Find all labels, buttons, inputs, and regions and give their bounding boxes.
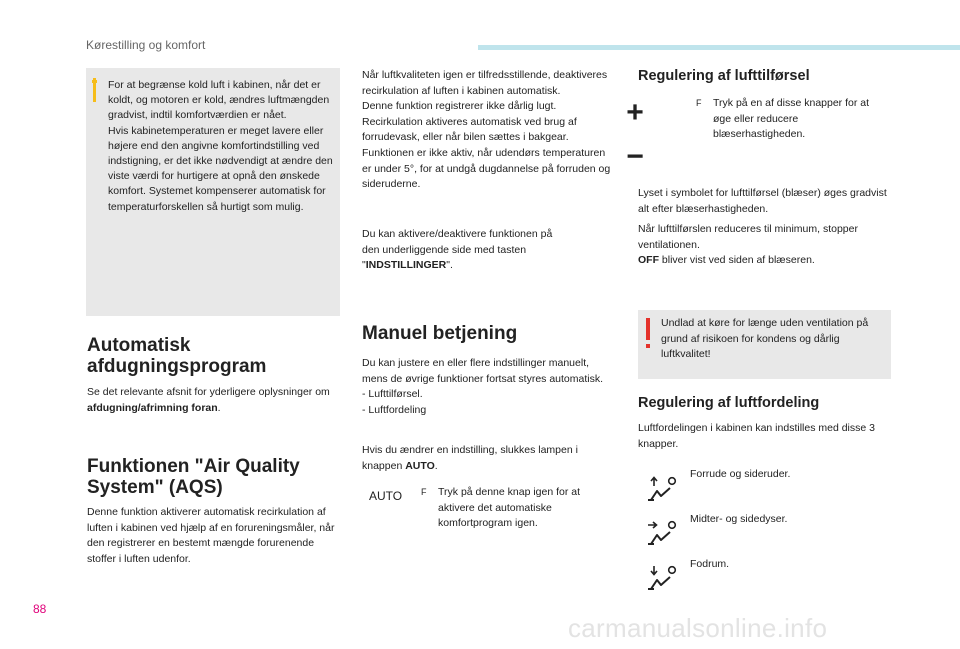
bullet-marker: F bbox=[696, 98, 702, 108]
change-text-pre: Hvis du ændrer en indstilling, slukkes lampen i knappen bbox=[362, 444, 578, 472]
off-label: OFF bbox=[638, 254, 659, 267]
distribution-option-label: Midter- og sidedyser. bbox=[690, 513, 788, 525]
airflow-p2 bbox=[638, 222, 898, 269]
warning-text: Undlad at køre for længe uden ventilation på grund af risikoen for kondens og dårlig luftkvalitet! bbox=[661, 317, 869, 361]
distribution-option-label: Forrude og sideruder. bbox=[690, 468, 791, 480]
seat-airflow-middle-icon bbox=[644, 518, 684, 548]
aqs-text: Denne funktion aktiverer automatisk recirkulation af luften i kabinen ved hjælp af en forureningsmåler, når den registrerer en bestemt mængde forurenende stoffer i luften udenfor. bbox=[87, 506, 335, 565]
airflow-bullet-text: Tryk på en af disse knapper for at øge eller reducere blæserhastigheden. bbox=[713, 97, 870, 141]
watermark: carmanualsonline.info bbox=[568, 613, 828, 643]
settings-text bbox=[362, 227, 572, 274]
warning-icon bbox=[646, 318, 650, 340]
manual-title: Manuel betjening bbox=[362, 323, 518, 344]
auto-defog-title: Automatisk afdugningsprogram bbox=[87, 335, 267, 377]
settings-text-pre: Du kan aktivere/deaktivere funktionen på den underliggende side med tasten " bbox=[362, 228, 553, 272]
settings-key: INDSTILLINGER bbox=[365, 259, 447, 272]
auto-button-label: AUTO bbox=[369, 489, 403, 503]
auto-defog-text bbox=[87, 385, 341, 416]
section-title: Kørestilling og komfort bbox=[86, 38, 206, 52]
change-text bbox=[362, 443, 612, 474]
page-number: 88 bbox=[33, 602, 47, 616]
auto-bullet bbox=[421, 485, 611, 535]
change-text-post: . bbox=[434, 459, 438, 472]
warning-note bbox=[638, 310, 891, 379]
info-note-text: For at begrænse kold luft i kabinen, når det er koldt, og motoren er kold, ændres luftmængden gradvist, indtil komfortværdien er nået. Hvis kabinetemperaturen er meget lavere eller højere end den angivne komfortindstilling ved indstigning, er det ikke nødvendigt at ændre den viste værdi for hurtigere at opnå den ønskede komfort. Systemet kompenserer automatisk for temperaturforskellen så hurtigt som mulig. bbox=[108, 79, 333, 213]
seat-airflow-down-icon bbox=[644, 563, 684, 593]
settings-text-post: ". bbox=[446, 259, 453, 272]
airflow-p2-text: Når lufttilførslen reduceres til minimum, stopper ventilationen. bbox=[638, 223, 858, 251]
plus-icon: + bbox=[626, 96, 644, 129]
auto-defog-text-pre: Se det relevante afsnit for yderligere oplysninger om bbox=[87, 386, 330, 398]
distribution-option-label: Fodrum. bbox=[690, 558, 730, 570]
airflow-p1: Lyset i symbolet for lufttilførsel (blæser) øges gradvist alt efter blæserhastigheden. bbox=[638, 187, 887, 215]
airflow-title: Regulering af lufttilførsel bbox=[638, 68, 810, 84]
auto-bullet-text: Tryk på denne knap igen for at aktivere det automatiske komfortprogram igen. bbox=[438, 486, 581, 530]
info-note bbox=[86, 68, 340, 316]
airflow-bullet bbox=[696, 96, 876, 146]
distribution-title: Regulering af luftfordeling bbox=[638, 395, 820, 411]
recirculation-text: Når luftkvaliteten igen er tilfredsstillende, deaktiveres recirkulation af luften i kabinen automatisk. Denne funktion registrerer ikke dårlig lugt. Recirkulation aktiveres automatisk ved brug af forrudevask, eller når bilen sættes i bakgear. Funktionen er ikke aktiv, når udendørs temperaturen er under 5°, for at undgå dugdannelse på forruden og sideruderne. bbox=[362, 69, 611, 191]
distribution-text: Luftfordelingen i kabinen kan indstilles med disse 3 knapper. bbox=[638, 422, 875, 450]
manual-text: Du kan justere en eller flere indstillinger manuelt, mens de øvrige funktioner fortsat styres automatisk. - Lufttilførsel. - Luftfordeling bbox=[362, 357, 604, 416]
header-bar bbox=[478, 45, 960, 50]
bullet-marker: F bbox=[421, 487, 427, 497]
minus-icon: − bbox=[626, 140, 644, 173]
aqs-title: Funktionen "Air Quality System" (AQS) bbox=[87, 456, 300, 498]
seat-airflow-up-icon bbox=[644, 474, 684, 504]
auto-defog-link: afdugning/afrimning foran bbox=[87, 401, 218, 414]
auto-defog-text-post: . bbox=[217, 401, 221, 414]
off-text: bliver vist ved siden af blæseren. bbox=[659, 254, 815, 267]
info-icon bbox=[93, 78, 96, 102]
auto-key-ref: AUTO bbox=[405, 459, 435, 472]
